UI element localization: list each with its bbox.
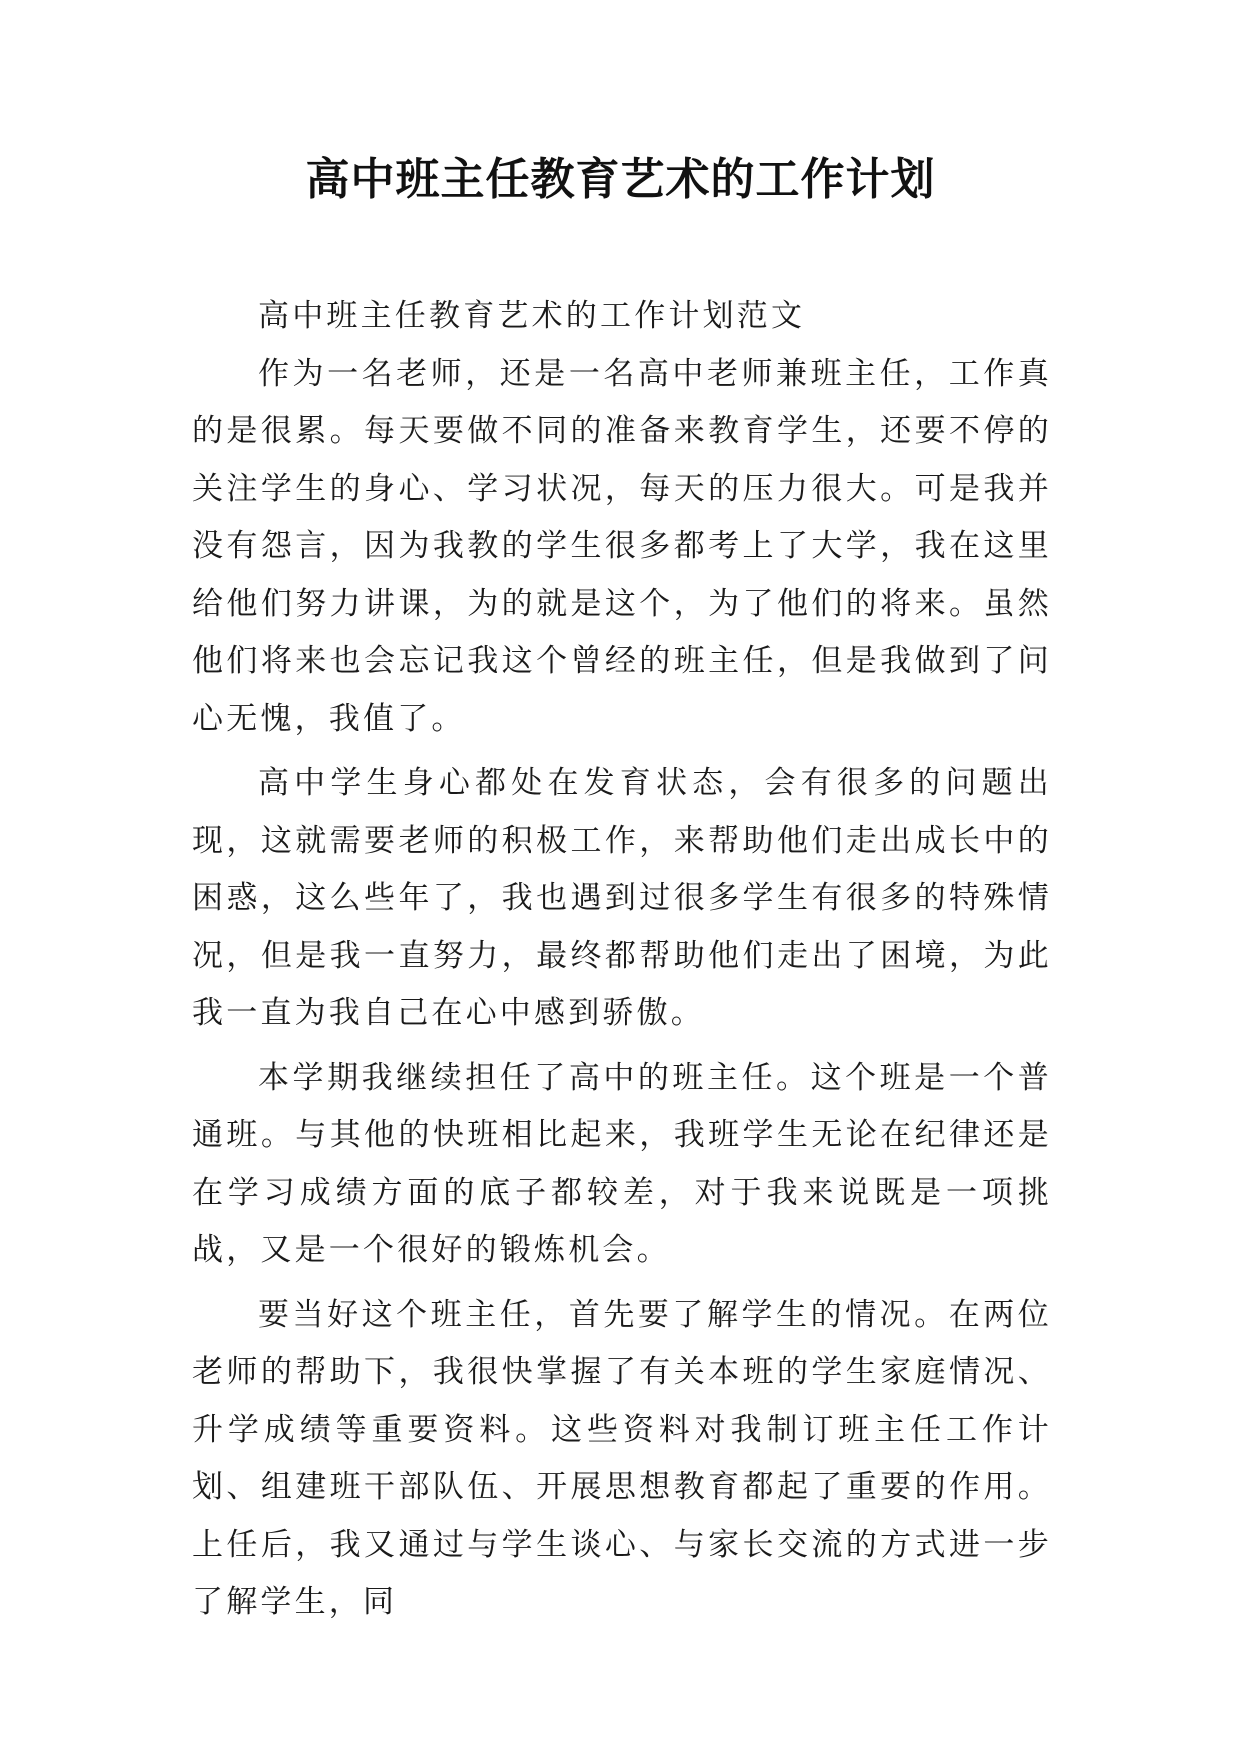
paragraph: 要当好这个班主任，首先要了解学生的情况。在两位老师的帮助下，我很快掌握了有关本班的学生家庭情况、升学成绩等重要资料。这些资料对我制订班主任工作计划、组建班干部队伍、开展思想教育都起了重要的作用。上任后，我又通过与学生谈心、与家长交流的方式进一步了解学生，同: [192, 1296, 1052, 1620]
paragraph-subtitle: 高中班主任教育艺术的工作计划范文: [258, 298, 806, 334]
paragraph: 作为一名老师，还是一名高中老师兼班主任，工作真的是很累。每天要做不同的准备来教育学生，还要不停的关注学生的身心、学习状况，每天的压力很大。可是我并没有怨言，因为我教的学生很多都考上了大学，我在这里给他们努力讲课，为的就是这个，为了他们的将来。虽然他们将来也会忘记我这个曾经的班主任，但是我做到了问心无愧，我值了。: [192, 355, 1052, 737]
paragraph: 高中学生身心都处在发育状态，会有很多的问题出现，这就需要老师的积极工作，来帮助他们走出成长中的困惑，这么些年了，我也遇到过很多学生有很多的特殊情况，但是我一直努力，最终都帮助他们走出了困境，为此我一直为我自己在心中感到骄傲。: [192, 765, 1052, 1031]
document-body: [192, 288, 1052, 1632]
document-title: 高中班主任教育艺术的工作计划: [305, 154, 936, 205]
paragraph: 本学期我继续担任了高中的班主任。这个班是一个普通班。与其他的快班相比起来，我班学生无论在纪律还是在学习成绩方面的底子都较差，对于我来说既是一项挑战，又是一个很好的锻炼机会。: [192, 1059, 1052, 1268]
